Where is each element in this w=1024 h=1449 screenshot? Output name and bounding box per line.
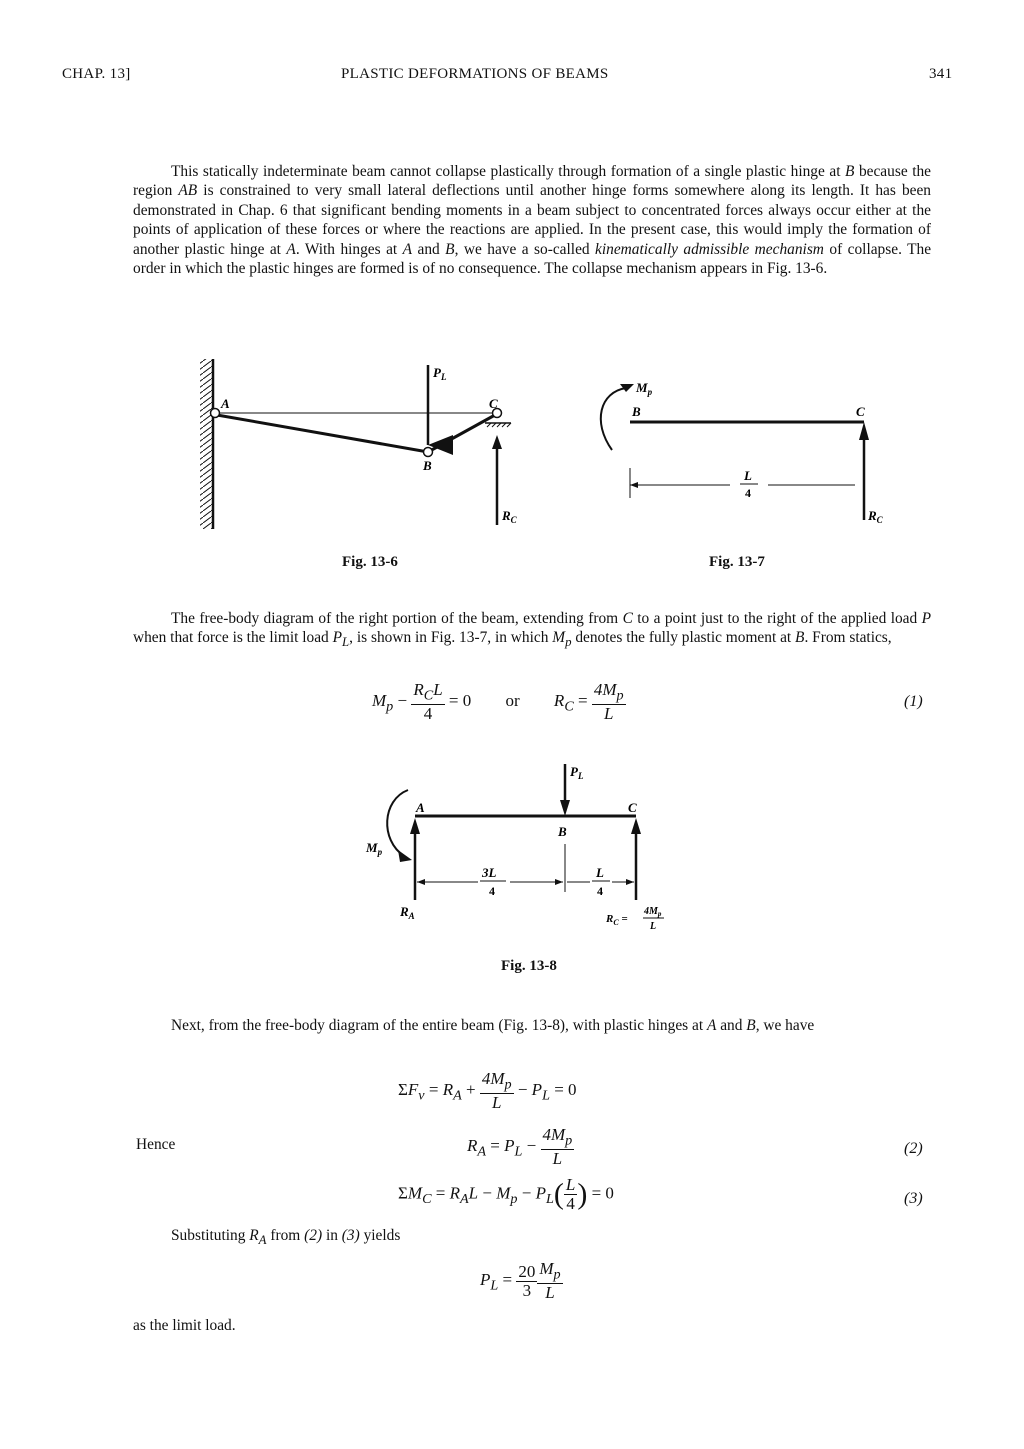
paragraph-free-body-right: The free-body diagram of the right portion of the beam, extending from C to a point just to the right of the applied load P when that force is the limit load $P_L$, is shown in Fig. 13-7, in which $M_p$ denotes the fully plastic moment at B. From statics, xyxy=(133,610,931,650)
label-mp: $M_p$ xyxy=(366,840,383,857)
equation-limit-load: $P_L$ = $\frac{20}{3}$ $\frac{M_p}{L}$ xyxy=(480,1259,561,1303)
label-rc: $R_C$ xyxy=(868,508,883,525)
equation-number-3: (3) xyxy=(904,1190,923,1207)
figure-13-7-caption: Fig. 13-7 xyxy=(709,554,765,570)
label-pl: $P_L$ xyxy=(570,764,584,781)
deformed-beam-segment-ab xyxy=(217,415,428,452)
label-a: A xyxy=(221,396,230,411)
equation-number-1: (1) xyxy=(904,693,923,710)
label-pl: $P_L$ xyxy=(433,365,447,382)
paragraph-collapse-mechanism: This statically indeterminate beam cannot collapse plastically through formation of a single plastic hinge at B because the region AB is constrained to very small lateral deflections until another hinge forms somewhere along its length. It has been demonstrated in Chap. 6 that significant bending moments in a beam subject to concentrated forces always occur either at the points of application of these forces or where the reactions are applied. In the present case, this would imply the formation of another plastic hinge at A. With hinges at A and B, we have a so-called kinematically admissible mechanism of collapse. The order in which the plastic hinges are formed is of no consequence. The collapse mechanism appears in Fig. 13-6. xyxy=(133,163,932,278)
label-rc: $R_C$ xyxy=(502,508,517,525)
label-l: L xyxy=(744,468,752,483)
label-b: B xyxy=(558,824,567,839)
moment-arc-mp xyxy=(601,388,626,450)
running-title: PLASTIC DEFORMATIONS OF BEAMS xyxy=(341,66,609,82)
equation-2: $R_A = P_L$ − $\frac{4M_p}{L}$ xyxy=(467,1125,573,1169)
hinge-a xyxy=(211,409,220,418)
label-c: C xyxy=(628,800,637,815)
hinge-b xyxy=(424,448,433,457)
figure-13-8-diagram xyxy=(360,760,680,935)
label-3l: 3L xyxy=(482,865,497,880)
equation-1: $M_p$ − $\frac{R_CL}{4}$ = 0 or $R_C$ = $\frac{4M_p}{L}$ xyxy=(372,680,624,724)
figure-13-6-caption: Fig. 13-6 xyxy=(342,554,398,570)
figure-13-8-caption: Fig. 13-8 xyxy=(501,958,557,974)
label-4: 4 xyxy=(745,486,751,500)
label-l: L xyxy=(596,865,604,880)
paragraph-substituting: Substituting $R_A$ from (2) in (3) yields xyxy=(171,1227,401,1248)
equation-3: $\Sigma M_C = R_AL - M_p - P_L$( $\frac{L}{4}$ ) = 0 xyxy=(398,1175,614,1213)
paragraph-entire-beam: Next, from the free-body diagram of the entire beam (Fig. 13-8), with plastic hinges at A and B, we have xyxy=(171,1017,815,1034)
closing-text: as the limit load. xyxy=(133,1317,236,1334)
label-4a: 4 xyxy=(489,884,495,898)
label-rc-formula: $R_C$ = xyxy=(606,913,628,927)
equation-sum-forces: $\Sigma F_v = R_A$ + $\frac{4M_p}{L}$ − $P_L = 0$ xyxy=(398,1069,577,1113)
label-a: A xyxy=(416,800,425,815)
label-b: B xyxy=(632,404,641,419)
equation-number-2: (2) xyxy=(904,1140,923,1157)
figure-13-7-diagram xyxy=(590,370,910,540)
figure-13-6-diagram xyxy=(195,355,525,545)
label-c: C xyxy=(489,396,498,411)
deformed-beam-segment-bc xyxy=(428,415,495,452)
label-b: B xyxy=(423,458,432,473)
chapter-label: CHAP. 13] xyxy=(62,66,131,82)
label-mp: $M_p$ xyxy=(636,380,653,397)
fixed-wall-support xyxy=(200,359,212,529)
label-4b: 4 xyxy=(597,884,603,898)
label-c: C xyxy=(856,404,865,419)
label-rc-denominator: L xyxy=(650,921,657,932)
page-number: 341 xyxy=(929,66,953,82)
label-ra: $R_A$ xyxy=(400,904,415,921)
hence-label: Hence xyxy=(136,1136,176,1153)
moment-arc-mp xyxy=(387,790,408,856)
label-rc-numerator: $4M_p$ xyxy=(644,906,662,918)
